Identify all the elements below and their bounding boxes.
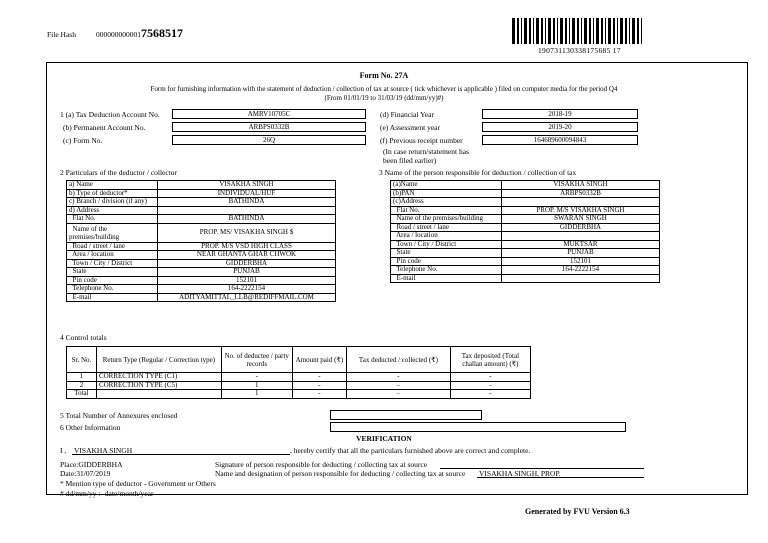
responsible-row — [391, 266, 660, 275]
barcode-bar — [637, 18, 639, 44]
control-totals-cell: - — [347, 373, 451, 382]
responsible-field-label: E-mail — [391, 274, 502, 283]
designation-line — [477, 477, 644, 478]
control-totals-row — [67, 373, 531, 382]
verifier-name: VISAKHA SINGH — [74, 446, 133, 455]
tan-label: 1 (a) Tax Deduction Account No. — [60, 110, 160, 119]
ay-label: (e) Assessment year — [380, 123, 440, 132]
other-info-label: 6 Other Information — [60, 423, 121, 432]
deductor-row — [67, 268, 336, 277]
date-format-note: # dd/mm/yy :- date/month/year — [60, 489, 154, 498]
responsible-field-value: PROP. M/S VISAKHA SINGH — [502, 206, 660, 215]
form-period: (From 01/01/19 to 31/03/19 (dd/mm/yy)#) — [324, 94, 444, 102]
deductor-table — [66, 180, 336, 302]
control-totals-cell: CORRECTION TYPE (C1) — [96, 373, 221, 382]
responsible-field-value — [502, 274, 660, 283]
responsible-field-label: (b)PAN — [391, 189, 502, 198]
responsible-row — [391, 181, 660, 190]
signature-label: Signature of person responsible for deducting / collecting tax at source — [215, 460, 428, 469]
deductor-row — [67, 259, 336, 268]
control-totals-cell: - — [347, 390, 451, 399]
barcode-bar — [632, 18, 635, 44]
responsible-row — [391, 215, 660, 224]
deductor-row — [67, 223, 336, 242]
responsible-row — [391, 240, 660, 249]
deductor-field-label: a) Name — [67, 181, 158, 190]
deductor-field-value: INDIVIDUAL/HUF — [158, 189, 336, 198]
barcode-bar — [541, 18, 543, 44]
responsible-row — [391, 189, 660, 198]
header-tax-deposited: Tax deposited (Total challan amount) (₹) — [450, 347, 530, 373]
deductor-field-label: Flat No. — [67, 215, 158, 224]
date-field — [60, 469, 110, 478]
deductor-field-value: GIDDERBHA — [158, 259, 336, 268]
barcode-bar — [517, 18, 519, 44]
generated-by: Generated by FVU Version 6.3 — [525, 507, 630, 516]
control-totals-cell: CORRECTION TYPE (C5) — [96, 381, 221, 390]
responsible-field-value — [502, 198, 660, 207]
responsible-field-value: ARBPS0332B — [502, 189, 660, 198]
control-totals-cell — [96, 390, 221, 399]
fy-value: 2018-19 — [482, 109, 638, 119]
responsible-field-value: GIDDERBHA — [502, 223, 660, 232]
place-label: Place: — [60, 460, 79, 469]
barcode-bar — [557, 18, 558, 44]
annexures-box — [330, 410, 482, 420]
deductor-field-value: BATHINDA — [158, 215, 336, 224]
file-hash-label: File Hash — [47, 30, 76, 39]
responsible-row — [391, 249, 660, 258]
deductor-row — [67, 251, 336, 260]
barcode-bar — [589, 18, 591, 44]
barcode-bar — [521, 18, 522, 44]
barcode-bar — [601, 18, 603, 44]
responsible-field-label: Road / street / lane — [391, 223, 502, 232]
deductor-field-label: Pin code — [67, 276, 158, 285]
responsible-field-value: SWARAN SINGH — [502, 215, 660, 224]
responsible-field-label: State — [391, 249, 502, 258]
deductor-field-label: State — [67, 268, 158, 277]
pan-label: (b) Permanent Account No. — [63, 123, 146, 132]
date-label: Date: — [60, 469, 77, 478]
file-hash-prefix: 000000000001 — [96, 30, 141, 39]
barcode-bar — [605, 18, 606, 44]
verification-prefix: I , — [60, 446, 67, 455]
responsible-field-label: (a)Name — [391, 181, 502, 190]
file-hash-main: 7568517 — [141, 26, 183, 40]
responsible-field-label: Area / location — [391, 232, 502, 241]
receipt-note-1: (In case return/statement has — [383, 147, 470, 156]
deductor-row — [67, 293, 336, 302]
responsible-field-label: Name of the premises/building — [391, 215, 502, 224]
form-no-label: (c) Form No. — [63, 136, 103, 145]
barcode-bar — [512, 18, 515, 44]
other-info-box — [330, 422, 626, 432]
deductor-field-label: c) Branch / division (if any) — [67, 198, 158, 207]
control-totals-cell: 1 — [67, 373, 97, 382]
deductor-field-label: Telephone No. — [67, 285, 158, 294]
barcode-bar — [617, 18, 618, 44]
control-totals-cell: - — [450, 390, 530, 399]
form-subtitle: Form for furnishing information with the statement of deduction / collection of tax at source ( tick whichever is applicable ) filed on computer media for the period Q4 — [150, 85, 618, 93]
responsible-field-value: VISAKHA SINGH — [502, 181, 660, 190]
deductor-field-value: NEAR GHANTA GHAR CHWOK — [158, 251, 336, 260]
control-totals-cell: Total — [67, 390, 97, 399]
barcode-bar — [569, 18, 570, 44]
responsible-row — [391, 274, 660, 283]
responsible-row — [391, 198, 660, 207]
control-totals-cell: - — [450, 381, 530, 390]
barcode-bar — [596, 18, 599, 44]
barcode-number: 190731130338175685 17 — [538, 46, 621, 55]
responsible-person-table — [390, 180, 660, 283]
deductor-field-label: Name of the premises/building — [67, 223, 158, 242]
deductor-field-value: PROP. M/S VSD HIGH CLASS — [158, 242, 336, 251]
designation-label: Name and designation of person responsible for deducting / collecting tax at source — [215, 469, 466, 478]
deductor-row — [67, 181, 336, 190]
deductor-row — [67, 198, 336, 207]
form-no-value: 26Q — [172, 135, 366, 145]
control-totals-cell: - — [292, 373, 346, 382]
place-value: GIDDERBHA — [78, 460, 123, 469]
receipt-value: 164689600094843 — [482, 135, 638, 145]
control-totals-cell: - — [347, 381, 451, 390]
barcode-bar — [565, 18, 567, 44]
barcode-bar — [581, 18, 582, 44]
responsible-field-value: 152101 — [502, 257, 660, 266]
barcode-bar — [613, 18, 615, 44]
barcode-bar — [584, 18, 587, 44]
barcode-bar — [560, 18, 563, 44]
responsible-field-value — [502, 232, 660, 241]
deductor-row — [67, 206, 336, 215]
barcode-bar — [593, 18, 594, 44]
barcode-bar — [629, 18, 630, 44]
deductor-field-value: VISAKHA SINGH — [158, 181, 336, 190]
place-field — [60, 460, 123, 469]
barcode-bar — [641, 18, 642, 44]
barcode-bar — [533, 18, 534, 44]
designation-value: VISAKHA SINGH, PROP. — [479, 469, 561, 478]
control-totals-row — [67, 390, 531, 399]
header-deductee-records: No. of deductee / party records — [221, 347, 292, 373]
control-totals-row — [67, 381, 531, 390]
barcode-bar — [608, 18, 611, 44]
control-totals-cell: 2 — [67, 381, 97, 390]
deductor-field-value: ADITYAMITTAL_LLB@REDIFFMAIL.COM — [158, 293, 336, 302]
control-totals-cell: - — [292, 381, 346, 390]
verification-statement: , hereby certify that all the particulars furnished above are correct and complete. — [290, 446, 531, 455]
barcode-bar — [524, 18, 527, 44]
barcode-bar — [625, 18, 627, 44]
deductor-field-value: 152101 — [158, 276, 336, 285]
responsible-person-section-title: 3 Name of the person responsible for deduction / collection of tax — [379, 168, 577, 177]
control-totals-cell: - — [292, 390, 346, 399]
control-totals-title: 4 Control totals — [60, 333, 107, 342]
responsible-field-value: 164-2222154 — [502, 266, 660, 275]
barcode-bar — [536, 18, 539, 44]
header-return-type: Return Type (Regular / Correction type) — [96, 347, 221, 373]
annexures-label: 5 Total Number of Annexures enclosed — [60, 411, 178, 420]
pan-value: ARBPS0332B — [172, 122, 366, 132]
deductor-field-value: 164-2222154 — [158, 285, 336, 294]
responsible-field-label: (c)Address — [391, 198, 502, 207]
deductor-field-label: Town / City / District — [67, 259, 158, 268]
deductor-field-label: d) Address — [67, 206, 158, 215]
responsible-field-label: Town / City / District — [391, 240, 502, 249]
header-sr-no: Sr. No. — [67, 347, 97, 373]
header-amount-paid: Amount paid (₹) — [292, 347, 346, 373]
responsible-field-value: MUKTSAR — [502, 240, 660, 249]
deductor-type-note: * Mention type of deductor - Government or Others — [60, 479, 216, 488]
responsible-row — [391, 232, 660, 241]
barcode-image — [510, 2, 646, 46]
deductor-row — [67, 215, 336, 224]
deductor-section-title: 2 Particulars of the deductor / collector — [60, 168, 178, 177]
barcode-bar — [577, 18, 579, 44]
file-hash-value — [96, 26, 183, 41]
verification-title: VERIFICATION — [356, 434, 412, 443]
control-totals-table — [66, 346, 531, 399]
control-totals-cell: - — [450, 373, 530, 382]
form-title: Form No. 27A — [359, 71, 409, 80]
deductor-field-label: Area / location — [67, 251, 158, 260]
barcode-bar — [548, 18, 551, 44]
responsible-field-label: Pin code — [391, 257, 502, 266]
ay-value: 2019-20 — [482, 122, 638, 132]
barcode-bar — [553, 18, 555, 44]
deductor-field-label: b) Type of deductor* — [67, 189, 158, 198]
receipt-note-2: been filed earlier) — [383, 156, 437, 165]
responsible-field-label: Telephone No. — [391, 266, 502, 275]
tan-value: AMRV10705C — [172, 109, 366, 119]
deductor-field-label: E-mail — [67, 293, 158, 302]
verifier-name-line — [72, 454, 290, 455]
date-value: 31/07/2019 — [76, 469, 111, 478]
control-totals-cell: 1 — [221, 381, 292, 390]
deductor-field-value: PROP. MS/ VISAKHA SINGH $ — [158, 223, 336, 242]
fy-label: (d) Financial Year — [380, 110, 434, 119]
barcode-bar — [572, 18, 575, 44]
barcode-bar — [620, 18, 623, 44]
receipt-label: (f) Previous receipt number — [380, 136, 463, 145]
control-totals-cell: - — [221, 373, 292, 382]
barcode-bar — [529, 18, 531, 44]
responsible-field-label: Flat No. — [391, 206, 502, 215]
deductor-row — [67, 285, 336, 294]
deductor-field-label: Road / street / lane — [67, 242, 158, 251]
barcode-bar — [545, 18, 546, 44]
responsible-field-value: PUNJAB — [502, 249, 660, 258]
control-totals-cell: 1 — [221, 390, 292, 399]
header-tax-deducted: Tax deducted / collected (₹) — [347, 347, 451, 373]
deductor-field-value: PUNJAB — [158, 268, 336, 277]
deductor-field-value: BATHINDA — [158, 198, 336, 207]
